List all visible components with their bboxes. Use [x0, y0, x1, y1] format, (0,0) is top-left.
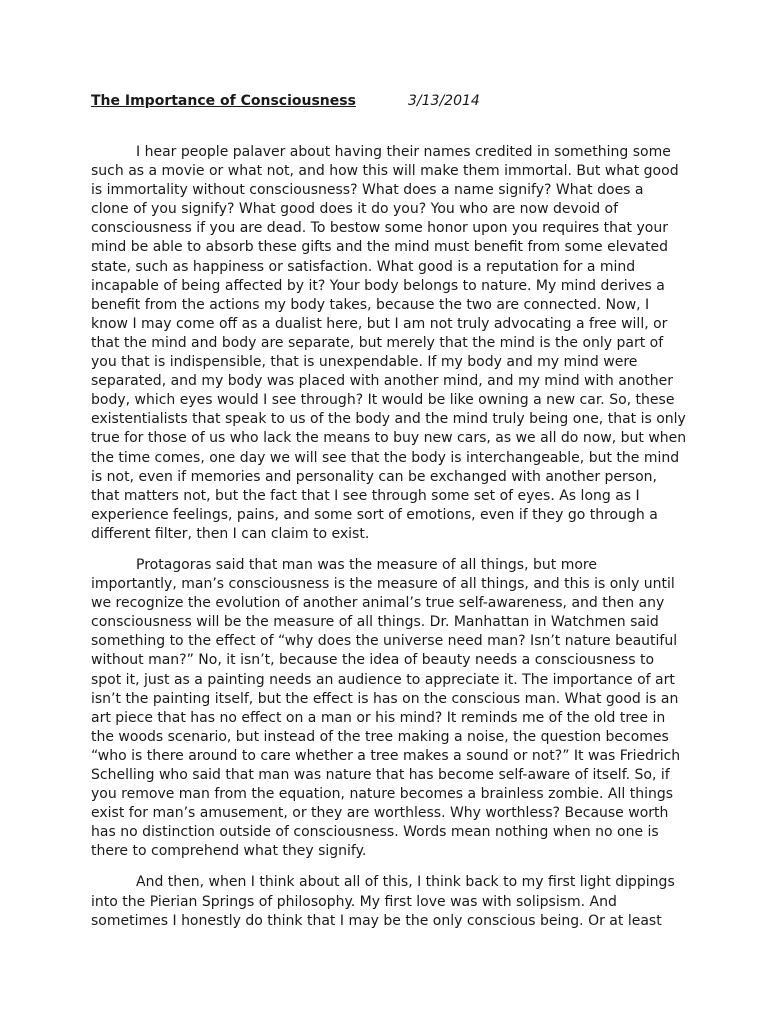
paragraph-line: incapable of being affected by it? Your body belongs to nature. My mind derives a — [91, 277, 665, 294]
paragraph-line: has no distinction outside of consciousness. Words mean nothing when no one is — [91, 824, 659, 841]
document-heading — [91, 92, 480, 111]
paragraph-line: you remove man from the equation, nature becomes a brainless zombie. All things — [91, 786, 674, 803]
paragraph-line: importantly, man’s consciousness is the measure of all things, and this is only until — [91, 576, 675, 593]
document-title: The Importance of Consciousness — [91, 93, 356, 109]
paragraph-line: we recognize the evolution of another animal’s true self-awareness, and then any — [91, 595, 665, 612]
paragraph-line: is immortality without consciousness? What does a name signify? What does a — [91, 182, 644, 199]
paragraph-line: existentialists that speak to us of the body and the mind truly being one, that is only — [91, 411, 686, 428]
paragraph-line: art piece that has no effect on a man or his mind? It reminds me of the old tree in — [91, 709, 666, 726]
paragraph — [91, 143, 691, 544]
paragraph-line: consciousness will be the measure of all things. Dr. Manhattan in Watchmen said — [91, 614, 659, 631]
paragraph-line: exist for man’s amusement, or they are worthless. Why worthless? Because worth — [91, 805, 669, 822]
paragraph-line: “who is there around to care whether a tree makes a sound or not?” It was Friedrich — [91, 747, 681, 764]
paragraph-line: spot it, just as a painting needs an audience to appreciate it. The importance of art — [91, 671, 675, 688]
paragraph-line: And then, when I think about all of this, I think back to my first light dippings — [136, 874, 675, 891]
paragraph-line: Protagoras said that man was the measure of all things, but more — [136, 556, 597, 573]
paragraph-line: true for those of us who lack the means to buy new cars, as we all do now, but when — [91, 430, 687, 447]
document-date: 3/13/2014 — [408, 93, 480, 109]
paragraph-line: the time comes, one day we will see that the body is interchangeable, but the mind — [91, 449, 680, 466]
paragraph-line: mind be able to absorb these gifts and the mind must benefit from some elevated — [91, 239, 669, 256]
paragraph-line: benefit from the actions my body takes, because the two are connected. Now, I — [91, 296, 650, 313]
paragraph-line: is not, even if memories and personality can be exchanged with another person, — [91, 468, 657, 485]
paragraph-line: I hear people palaver about having their names credited in something some — [136, 144, 671, 160]
document-body — [91, 143, 691, 943]
paragraph-line: clone of you signify? What good does it do you? You who are now devoid of — [91, 201, 619, 218]
paragraph-line: you that is indispensible, that is unexpendable. If my body and my mind were — [91, 354, 638, 371]
paragraph-line: different filter, then I can claim to exist. — [91, 525, 370, 542]
paragraph-line: sometimes I honestly do think that I may be the only conscious being. Or at least — [91, 912, 662, 929]
paragraph-line: separated, and my body was placed with another mind, and my mind with another — [91, 373, 673, 390]
paragraph-line: something to the effect of “why does the universe need man? Isn’t nature beautiful — [91, 633, 678, 650]
paragraph-line: that matters not, but the fact that I see through some set of eyes. As long as I — [91, 487, 640, 504]
paragraph-line: consciousness if you are dead. To bestow some honor upon you requires that your — [91, 220, 668, 237]
paragraph-line: body, which eyes would I see through? It would be like owning a new car. So, these — [91, 392, 675, 409]
paragraph — [91, 556, 691, 862]
paragraph-line: state, such as happiness or satisfaction. What good is a reputation for a mind — [91, 258, 636, 275]
paragraph-line: without man?” No, it isn’t, because the idea of beauty needs a consciousness to — [91, 652, 655, 669]
paragraph-line: know I may come off as a dualist here, but I am not truly advocating a free will, or — [91, 315, 668, 332]
paragraph-line: the woods scenario, but instead of the tree making a noise, the question becomes — [91, 728, 669, 745]
paragraph-line: experience feelings, pains, and some sort of emotions, even if they go through a — [91, 506, 658, 523]
paragraph-line: into the Pierian Springs of philosophy. My first love was with solipsism. And — [91, 893, 617, 910]
paragraph-line: isn’t the painting itself, but the effect is has on the conscious man. What good is an — [91, 690, 679, 707]
paragraph-line: such as a movie or what not, and how this will make them immortal. But what good — [91, 163, 679, 180]
paragraph-line: that the mind and body are separate, but merely that the mind is the only part of — [91, 334, 664, 351]
paragraph-line: Schelling who said that man was nature that has become self-aware of itself. So, if — [91, 767, 670, 783]
paragraph — [91, 873, 691, 930]
paragraph-line: there to comprehend what they signify. — [91, 843, 367, 860]
